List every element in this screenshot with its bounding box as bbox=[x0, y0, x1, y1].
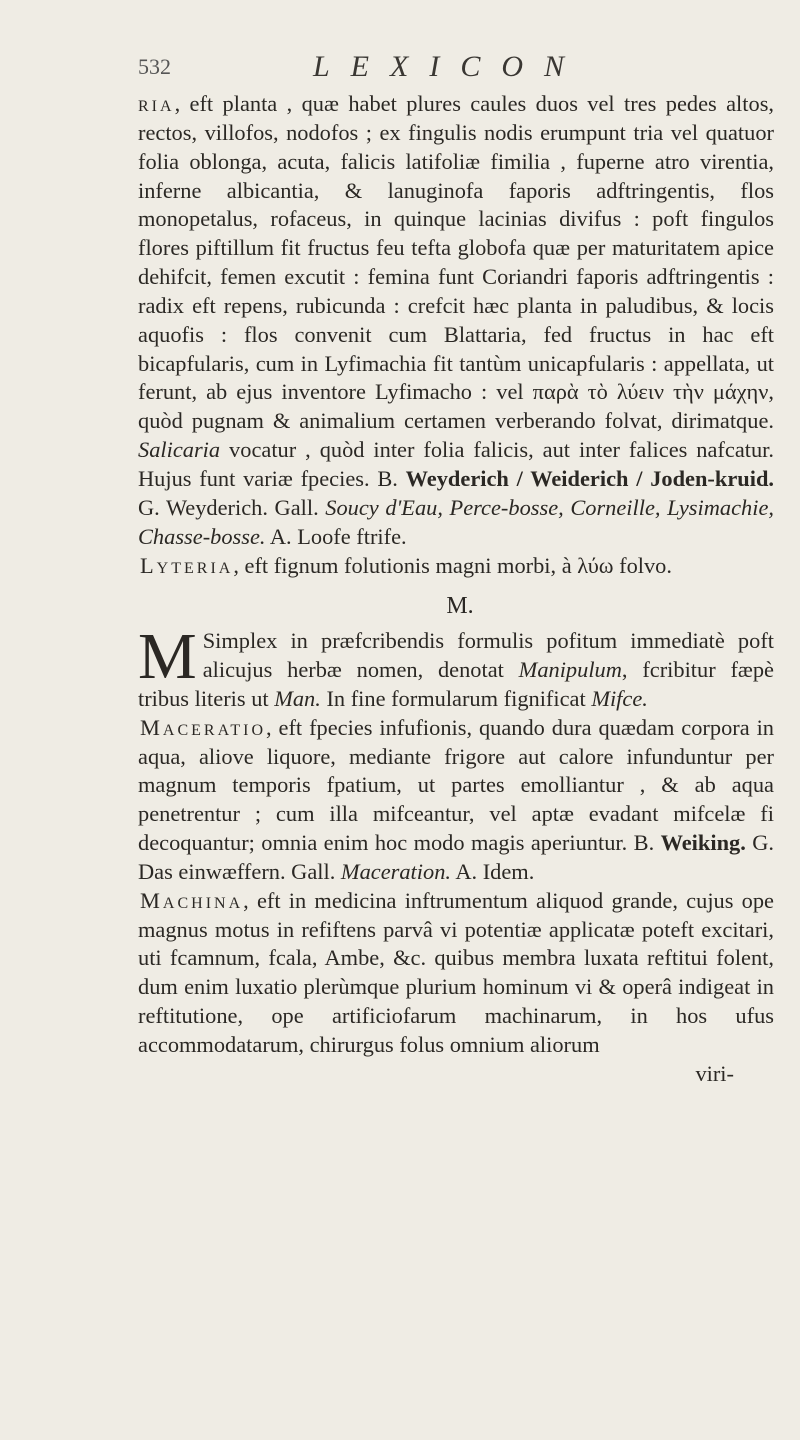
page-header bbox=[138, 50, 778, 90]
entry-text: A. Idem. bbox=[450, 858, 535, 884]
headword: Lyteria bbox=[140, 552, 234, 578]
headword: Machina bbox=[140, 887, 244, 913]
drop-cap: M bbox=[138, 620, 197, 694]
entry-lyteria bbox=[138, 552, 774, 581]
entry-m bbox=[138, 620, 774, 714]
entry-text: G. Weyderich. Gall. bbox=[138, 494, 326, 520]
entry-text: In fine formularum fignificat bbox=[320, 685, 592, 711]
entry-lysimachia-continued bbox=[138, 90, 774, 552]
italic-term: Salicaria bbox=[138, 437, 221, 463]
section-heading: M. bbox=[446, 593, 474, 620]
blackletter-german: Weyderich / Weiderich / Joden-kruid. bbox=[405, 465, 775, 491]
entry-text: , fcribitur fæpè tribus literis ut bbox=[138, 657, 774, 711]
entry-maceratio bbox=[138, 714, 774, 887]
body-text bbox=[138, 90, 774, 1089]
page-number: 532 bbox=[138, 54, 171, 79]
headword: Maceratio bbox=[140, 714, 267, 740]
italic-term: Maceration. bbox=[340, 858, 451, 884]
running-head: LEXICON bbox=[313, 50, 586, 83]
entry-text: vocatur , quòd inter folia falicis, aut inter falices nafcatur. Hujus funt variæ fpecies. B. bbox=[138, 437, 774, 491]
blackletter-german: Weiking. bbox=[660, 830, 746, 856]
italic-term: Man. bbox=[274, 685, 321, 711]
entry-text: , eft fignum folutionis magni morbi, à λύω folvo. bbox=[233, 552, 672, 578]
entry-text: , eft planta , quæ habet plures caules duos vel tres pedes altos, rectos, villofos, nodofos ; ex fingulis nodis erumpunt tria vel quatuor folia oblonga, acuta, falicis latifoliæ fimilia , fuperne atro virentia, inferne albicantia, & lanuginofa faporis adftringentis, flos monopetalus, rofaceus, in quinque lacinias divifus : poft fingulos flores piftillum fit fructus feu tefta globofa quæ per maturitatem apice dehifcit, femen excutit : femina funt Coriandri faporis adftringentis : radix eft repens, rubicunda : crefcit hæc planta in paludibus, & locis aquofis : flos convenit cum Blattaria, fed fructus in hac eft bicapfularis, cum in Lyfimachia fit tantùm unicapfularis : appellata, ut ferunt, ab ejus inventore Lyfimacho : vel παρὰ τὸ λύειν τὴν μάχην, quòd pugnam & animalium certamen verberando folvat, dirimatque. bbox=[138, 91, 774, 434]
italic-french: Soucy d'Eau, Perce-bosse, Corneille, Lysimachie, Chasse-bosse. bbox=[138, 494, 774, 549]
italic-term: Mifce. bbox=[591, 685, 648, 711]
entry-text: A. Loofe ftrife. bbox=[265, 523, 407, 549]
entry-machina bbox=[138, 887, 774, 1060]
entry-word-fragment: ria bbox=[138, 91, 175, 116]
entry-text: , eft in medicina inftrumentum aliquod grande, cujus ope magnus motus in refiftens parvâ vi potentiæ applicatæ poteft excitari, uti fcamnum, fcala, Ambe, &c. quibus membra luxata reftitui folent, dum enim luxatio plerùmque plurium hominum vi & operâ indigeat in reftitutione, ope artificiofarum machinarum, in hos ufus accommodatarum, chirurgus folus omnium aliorum bbox=[138, 887, 774, 1057]
catchword: viri- bbox=[695, 1060, 734, 1086]
entry-text: Simplex in præfcribendis formulis pofitum immediatè poft alicujus herbæ nomen, denotat bbox=[202, 628, 774, 683]
entry-text: G. Das einwæffern. Gall. bbox=[138, 830, 775, 884]
entry-text: , eft fpecies infufionis, quando dura quædam corpora in aqua, aliove liquore, mediante frigore aut calore infunduntur per magnum temporis fpatium, ut partes emolliantur , & ab aqua penetrentur ; cum illa mifceantur, vel aptæ evadant mifcelæ fi decoquantur; omnia enim hoc modo magis aperiuntur. B. bbox=[138, 714, 774, 856]
italic-term: Manipulum bbox=[518, 657, 622, 683]
